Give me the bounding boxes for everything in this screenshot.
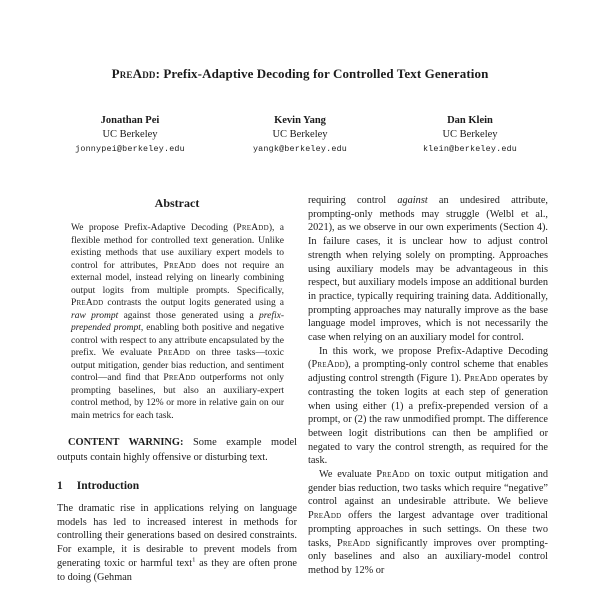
abstract-body: We propose Prefix-Adaptive Decoding (PreAdd), a flexible method for controlled text generation. Unlike existing methods that use auxiliary expert models to control for attributes, PreAdd does not require an external model, instead relying on linearly combining output logits from multiple prompts. Specifically, PreAdd contrasts the output logits generated using a raw prompt against those generated using a prefix-prepended prompt, enabling both positive and negative control with respect to any attribute encapsulated by the prefix. We evaluate PreAdd on three tasks—toxic output mitigation, gender bias reduction, and sentiment control—and find that PreAdd outperforms not only prompting baselines, but also an auxiliary-expert control method, by 12% or more in relative gain on our main metrics for each task.	[71, 223, 284, 421]
author-name: Kevin Yang	[274, 115, 326, 126]
section-1-heading	[57, 480, 297, 492]
body-paragraph: In this work, we propose Prefix-Adaptive Decoding (PreAdd), a prompting-only control scheme that enables adjusting control strength (Figure 1). PreAdd operates by contrasting the token logits at each step of generation when using either (1) a prefix-prepended version of a prompt, or (2) the raw unmodified prompt. The difference between logit distributions can then be amplified or negated to vary the control strength, as required for the task.	[308, 345, 548, 467]
author-block	[45, 114, 215, 156]
authors-row	[45, 114, 555, 156]
body-paragraph: We evaluate PreAdd on toxic output mitigation and gender bias reduction, two tasks which require “negative” control against an undesirable attribute. We believe PreAdd offers the largest advantage over traditional prompting approaches in such settings. On these two tasks, PreAdd significantly improves over prompting-only baselines and also an auxiliary-model control method by 12% or	[308, 469, 548, 576]
body-paragraph: requiring control against an undesired attribute, prompting-only methods may struggle (Welbl et al., 2021), as we observe in our own experiments (Section 4). In failure cases, it is unclear how to adjust control strength when relying solely on prompting. Approaches using auxiliary models may be advantageous in this respect, but auxiliary models impose an additional burden in practice, typically requiring training data. Additionally, prompting approaches may naturally improve as the base language model improves, which is not necessarily the case when relying on an auxiliary model for control.	[308, 195, 548, 344]
author-email: jonnypei@berkeley.edu	[75, 144, 185, 154]
author-name: Dan Klein	[447, 115, 493, 126]
section-number: 1	[57, 480, 63, 492]
content-warning: CONTENT WARNING: Some example model outputs contain highly offensive or disturbing text.	[57, 437, 297, 463]
left-column	[57, 196, 297, 584]
author-affiliation: UC Berkeley	[272, 129, 328, 140]
author-affiliation: UC Berkeley	[102, 129, 158, 140]
section-title: Introduction	[76, 480, 140, 492]
intro-paragraph: The dramatic rise in applications relying on language models has led to increased interest in methods for controlling their generations based on desired constraints. For example, it is desirable to prevent models from generating toxic or harmful text$^1$ as they are often prone to doing (Gehman	[57, 503, 297, 583]
right-column	[308, 194, 548, 578]
author-block	[385, 114, 555, 156]
paper-title: PreAdd: Prefix-Adaptive Decoding for Controlled Text Generation	[111, 66, 489, 81]
author-email: klein@berkeley.edu	[422, 144, 518, 154]
abstract-heading: Abstract	[154, 196, 200, 210]
author-block	[215, 114, 385, 156]
author-email: yangk@berkeley.edu	[252, 144, 348, 154]
author-name: Jonathan Pei	[100, 115, 160, 126]
author-affiliation: UC Berkeley	[442, 129, 498, 140]
